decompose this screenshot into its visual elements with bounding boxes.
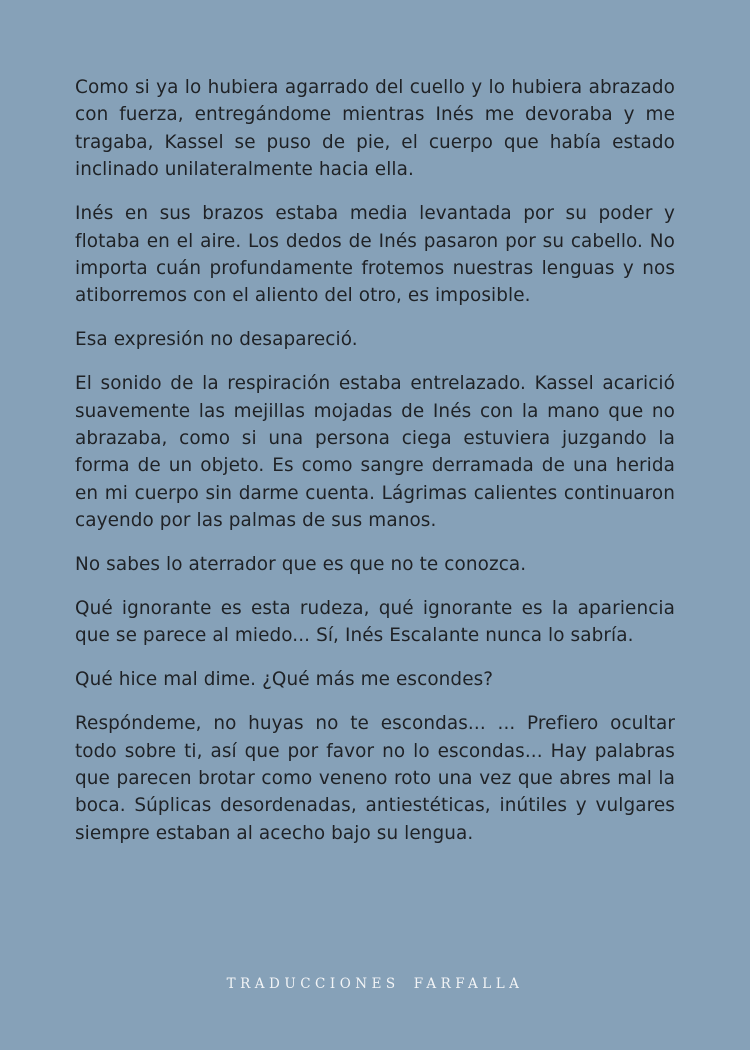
paragraph: Qué ignorante es esta rudeza, qué ignorante es la apariencia que se parece al miedo... Sí, Inés Escalante nunca lo sabría.	[75, 598, 675, 647]
paragraph: Esa expresión no desapareció.	[75, 329, 358, 351]
paragraph: Inés en sus brazos estaba media levantada por su poder y flotaba en el aire. Los dedos de Inés pasaron por su cabello. No importa cuán profundamente frotemos nuestras lenguas y nos atiborremos con el aliento del otro, es imposible.	[75, 203, 675, 307]
paragraph: Como si ya lo hubiera agarrado del cuello y lo hubiera abrazado con fuerza, entregándome mientras Inés me devoraba y me tragaba, Kassel se puso de pie, el cuerpo que había estado inclinado unilateralmente hacia ella.	[75, 77, 675, 181]
paragraph: Qué hice mal dime. ¿Qué más me escondes?	[75, 669, 494, 691]
paragraph: Respóndeme, no huyas no te escondas... ... Prefiero ocultar todo sobre ti, así que por favor no lo escondas... Hay palabras que parecen brotar como veneno roto una vez que abres mal la boca. Súplicas desordenadas, antiestéticas, inútiles y vulgares siempre estaban al acecho bajo su lengua.	[75, 713, 675, 844]
page-footer	[0, 976, 750, 992]
paragraph: No sabes lo aterrador que es que no te conozca.	[75, 554, 527, 576]
footer-word-1: TRADUCCIONES	[226, 976, 400, 992]
footer-word-2: FARFALLA	[413, 976, 524, 992]
paragraph: El sonido de la respiración estaba entrelazado. Kassel acarició suavemente las mejillas mojadas de Inés con la mano que no abrazaba, como si una persona ciega estuviera juzgando la forma de un objeto. Es como sangre derramada de una herida en mi cuerpo sin darme cuenta. Lágrimas calientes continuaron cayendo por las palmas de sus manos.	[75, 373, 675, 532]
document-body	[75, 74, 675, 864]
